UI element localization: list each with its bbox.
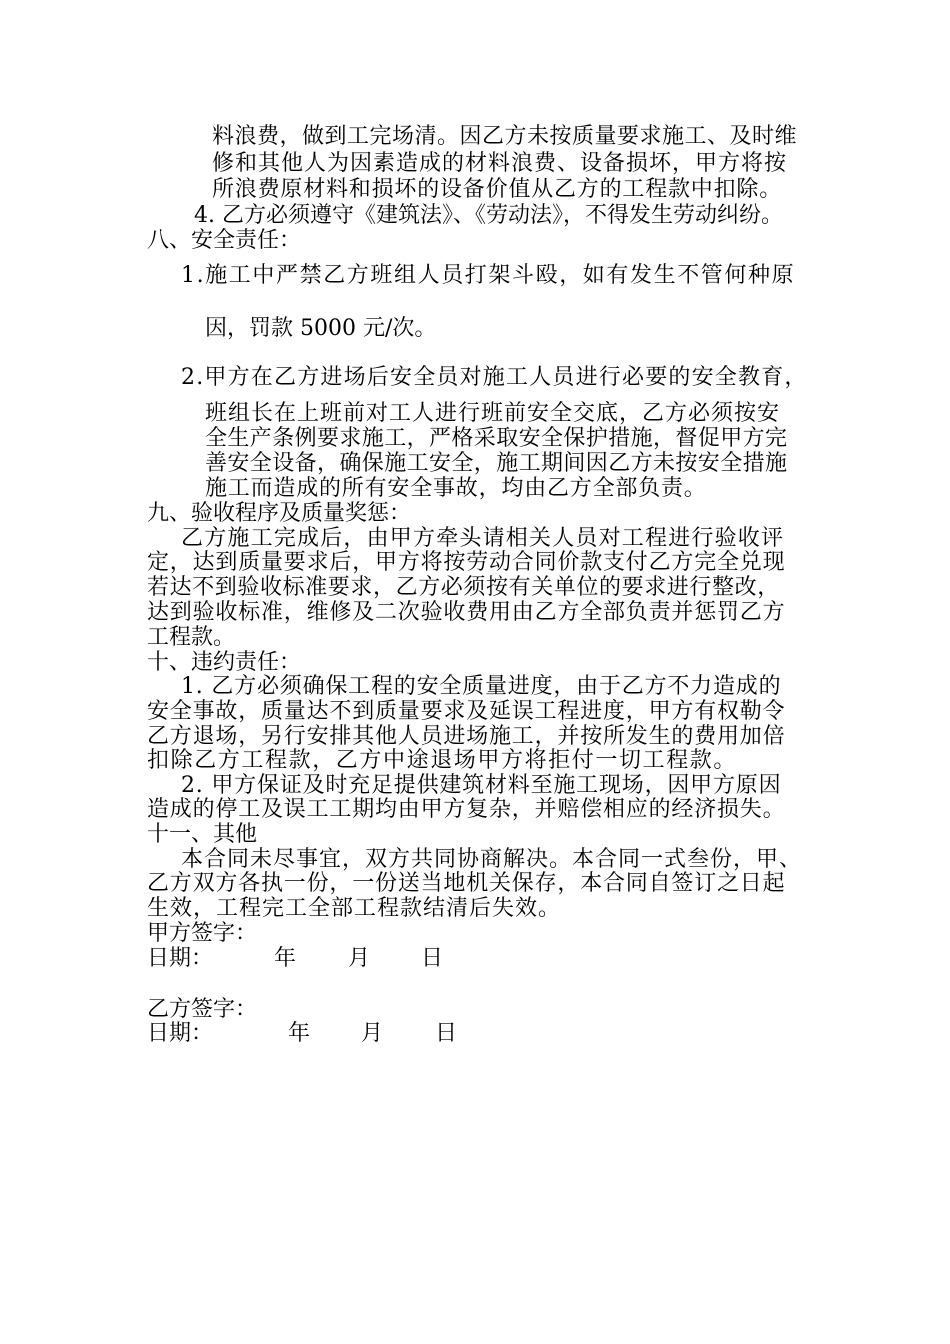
section-heading-11: 十一、其他: [147, 822, 258, 847]
section-heading-8: 八、安全责任：: [147, 228, 302, 253]
party-b-signature-label: 乙方签字：: [147, 997, 258, 1022]
date-label: 日期：: [147, 1021, 214, 1046]
text-line: 生效，工程完工全部工程款结清后失效。: [147, 896, 562, 921]
text-line: 本合同未尽事宜，双方共同协商解决。本合同一式叁份，甲、: [181, 847, 803, 872]
text-line: 全生产条例要求施工，严格采取安全保护措施，督促甲方完: [205, 426, 788, 451]
year-label: 年: [274, 946, 297, 971]
text-line: 4. 乙方必须遵守《建筑法》、《劳动法》，不得发生劳动纠纷。: [194, 203, 783, 228]
text-line: 安全事故，质量达不到质量要求及延误工程进度，甲方有权勒令: [147, 699, 786, 724]
month-label: 月: [361, 1021, 384, 1046]
text-line: 工程款。: [147, 625, 236, 650]
text-line: 料浪费，做到工完场清。因乙方未按质量要求施工、及时维: [212, 124, 798, 149]
party-a-signature-label: 甲方签字：: [147, 921, 258, 946]
text-line: 1.施工中严禁乙方班组人员打架斗殴，如有发生不管何种原: [181, 263, 796, 288]
section-heading-10: 十、违约责任：: [147, 650, 302, 675]
text-line: 扣除乙方工程款，乙方中途退场甲方将拒付一切工程款。: [147, 748, 738, 773]
text-line: 施工而造成的所有安全事故，均由乙方全部负责。: [205, 476, 707, 501]
text-line: 造成的停工及误工工期均由甲方复杂，并赔偿相应的经济损失。: [147, 797, 786, 822]
text-line: 若达不到验收标准要求，乙方必须按有关单位的要求进行整改，: [147, 575, 780, 600]
month-label: 月: [348, 946, 371, 971]
day-label: 日: [421, 946, 444, 971]
text-line: 定，达到质量要求后，甲方将按劳动合同价款支付乙方完全兑现: [147, 550, 786, 575]
text-line: 善安全设备，确保施工安全，施工期间因乙方未按安全措施: [205, 451, 788, 476]
text-line: 乙方施工完成后，由甲方牵头请相关人员对工程进行验收评: [181, 526, 785, 551]
text-line: 2. 甲方保证及时充足提供建筑材料至施工现场，因甲方原因: [181, 773, 782, 798]
text-line: 班组长在上班前对工人进行班前安全交底，乙方必须按安: [205, 401, 781, 426]
day-label: 日: [435, 1021, 458, 1046]
text-line: 乙方退场，另行安排其他人员进场施工，并按所发生的费用加倍: [147, 724, 786, 749]
text-line: 修和其他人为因素造成的材料浪费、设备损坏，甲方将按: [212, 151, 788, 176]
party-b-date-row: [147, 1021, 477, 1047]
text-line: 1. 乙方必须确保工程的安全质量进度，由于乙方不力造成的: [181, 674, 782, 699]
text-line: 乙方双方各执一份，一份送当地机关保存，本合同自签订之日起: [147, 871, 786, 896]
text-line: 所浪费原材料和损坏的设备价值从乙方的工程款中扣除。: [212, 177, 783, 202]
text-line: 达到验收标准，维修及二次验收费用由乙方全部负责并惩罚乙方: [147, 600, 786, 625]
text-line: 2.甲方在乙方进场后安全员对施工人员进行必要的安全教育，: [181, 365, 808, 390]
year-label: 年: [288, 1021, 311, 1046]
text-line: 因，罚款 5000 元/次。: [205, 316, 437, 341]
section-heading-9: 九、验收程序及质量奖惩：: [147, 501, 412, 526]
date-label: 日期：: [147, 946, 214, 971]
party-a-date-row: [147, 946, 467, 972]
